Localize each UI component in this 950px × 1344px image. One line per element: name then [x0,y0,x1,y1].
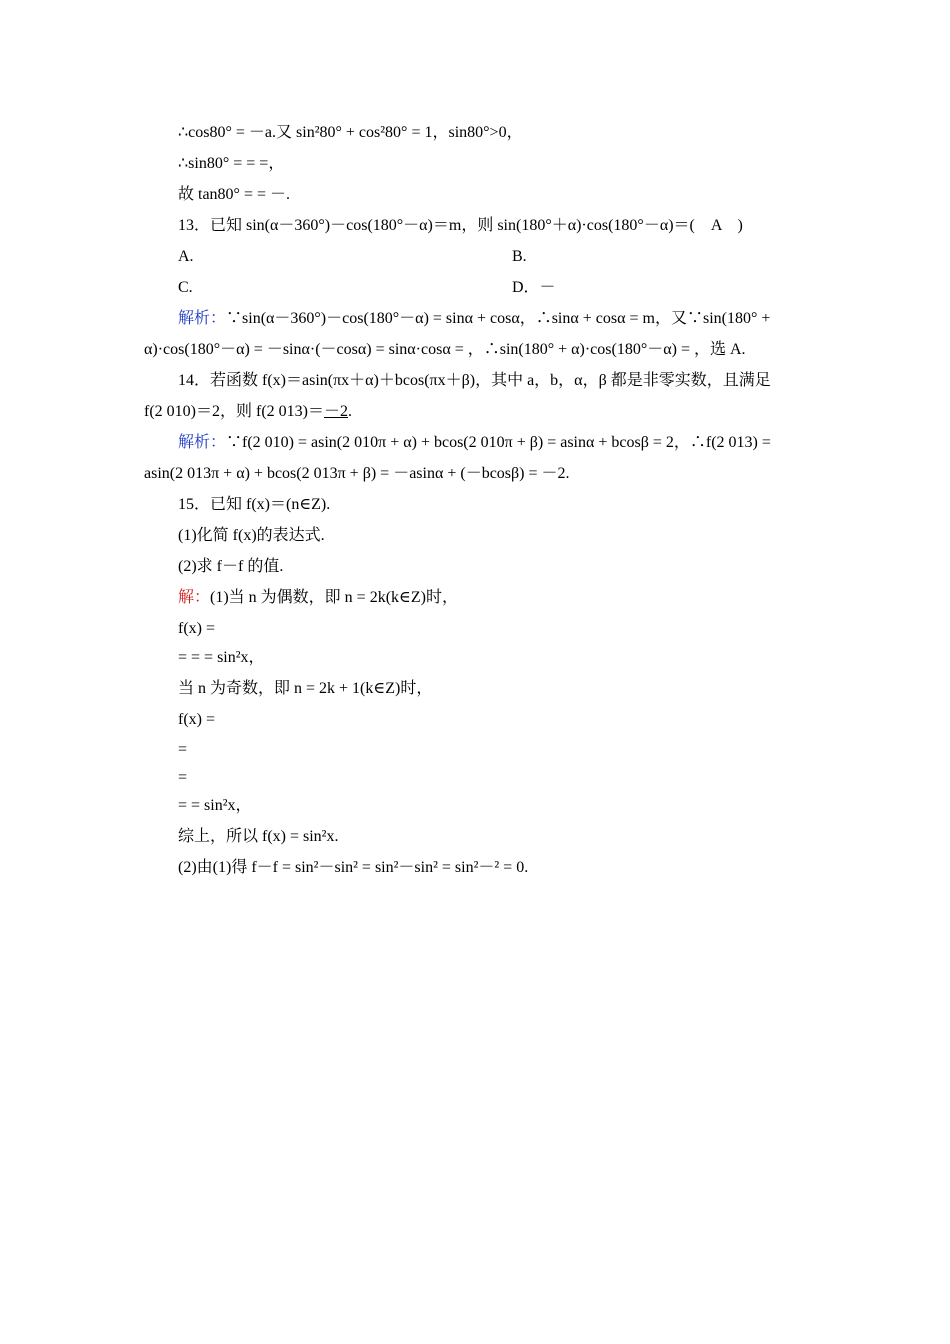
solution-label: 解： [178,589,211,606]
option-d: D．－ [512,279,556,296]
question-text: f(2 010)＝2，则 f(2 013)＝ [144,403,324,420]
solution-text: ∵f(2 010) = asin(2 010π + α) + bcos(2 010π + β) = asinα + bcosβ = 2，∴f(2 013) = [226,434,771,451]
text-line: = [178,769,188,786]
text-line: α)·cos(180°－α) = －sinα·(－cosα) = sinα·cosα = ，∴sin(180° + α)·cos(180°－α) = ，选 A. [144,341,746,358]
text-line: f(x) = [178,620,216,637]
text-line: (2)由(1)得 f－f = sin²－sin² = sin²－sin² = sin²－² = 0. [178,859,529,876]
text-line: = = sin²x， [178,797,252,814]
answer-blank: －2 [323,403,348,420]
period: . [348,403,352,420]
option-a: A. [178,248,194,265]
solution-14 [178,433,771,453]
text-line: ∴sin80° = = =， [178,155,285,172]
text-line: = = = sin²x， [178,649,265,666]
question-13: 13．已知 sin(α－360°)－cos(180°－α)＝m，则 sin(180°＋α)·cos(180°－α)＝( A ) [178,217,743,234]
question-15-part-2: (2)求 f－f 的值. [178,558,284,575]
option-b: B. [512,248,527,265]
solution-text: (1)当 n 为偶数，即 n = 2k(k∈Z)时， [210,589,458,606]
text-line: f(x) = [178,711,216,728]
solution-15 [178,588,458,608]
analysis-label: 解析： [178,310,227,327]
question-14: 14．若函数 f(x)＝asin(πx＋α)＋bcos(πx＋β)，其中 a，b，α，β 都是非零实数，且满足 [178,372,771,389]
option-c: C. [178,279,193,296]
solution-13 [178,309,770,329]
question-15-part-1: (1)化简 f(x)的表达式. [178,527,325,544]
text-line: 综上，所以 f(x) = sin²x. [178,828,339,845]
text-line: asin(2 013π + α) + bcos(2 013π + β) = －asinα + (－bcosβ) = －2. [144,465,570,482]
text-line: 故 tan80° = = －. [178,186,290,203]
solution-text: ∵sin(α－360°)－cos(180°－α) = sinα + cosα，∴sinα + cosα = m，又∵sin(180° + [226,310,771,327]
question-14-cont [144,402,352,422]
text-line: 当 n 为奇数，即 n = 2k + 1(k∈Z)时， [178,680,433,697]
text-line: = [178,741,188,758]
question-15: 15．已知 f(x)＝(n∈Z). [178,496,331,513]
text-line: ∴cos80° = －a.又 sin²80° + cos²80° = 1，sin80°>0， [178,124,523,141]
analysis-label: 解析： [178,434,227,451]
